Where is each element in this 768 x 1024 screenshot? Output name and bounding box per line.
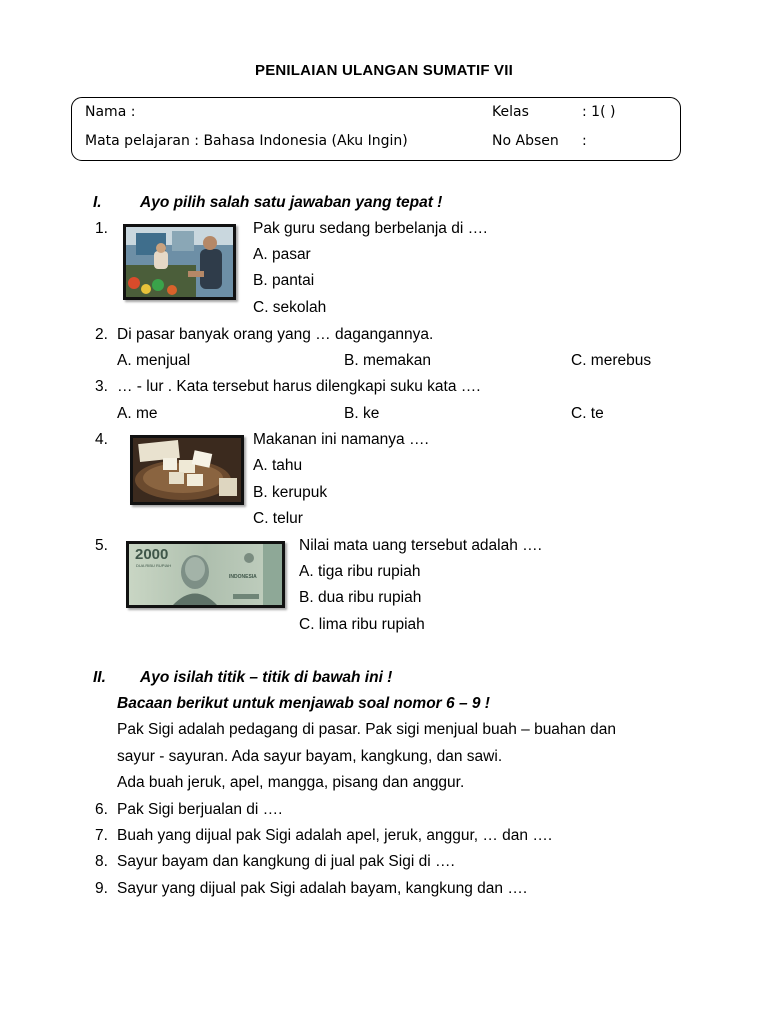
reading-line: Pak Sigi adalah pedagang di pasar. Pak sigi menjual buah – buahan dan: [117, 721, 616, 738]
q5-number: 5.: [95, 537, 108, 554]
q3-option-c: C. te: [571, 405, 604, 422]
q8-text: Sayur bayam dan kangkung di jual pak Sigi di ….: [117, 853, 455, 870]
q4-option-c: C. telur: [253, 510, 303, 527]
kelas-label: Kelas: [492, 104, 529, 120]
market-photo: [123, 224, 236, 300]
q3-option-b: B. ke: [344, 405, 380, 422]
q2-option-c: C. merebus: [571, 352, 652, 369]
nama-label: Nama :: [85, 104, 136, 120]
q5-option-c: C. lima ribu rupiah: [299, 616, 425, 633]
q4-option-a: A. tahu: [253, 457, 303, 474]
q7-text: Buah yang dijual pak Sigi adalah apel, jeruk, anggur, … dan ….: [117, 827, 553, 844]
q9-number: 9.: [95, 880, 108, 897]
absen-value: :: [582, 133, 587, 149]
q1-option-a: A. pasar: [253, 246, 311, 263]
q3-text: … - lur . Kata tersebut harus dilengkapi suku kata ….: [117, 378, 481, 395]
q1-option-b: B. pantai: [253, 272, 315, 289]
q4-option-b: B. kerupuk: [253, 484, 328, 501]
reading-line: Ada buah jeruk, apel, mangga, pisang dan anggur.: [117, 774, 465, 791]
q4-number: 4.: [95, 431, 108, 448]
section1-number: I.: [93, 194, 102, 211]
q1-number: 1.: [95, 220, 108, 237]
q2-option-a: A. menjual: [117, 352, 191, 369]
section2-number: II.: [93, 669, 106, 686]
q2-option-b: B. memakan: [344, 352, 432, 369]
page-title: PENILAIAN ULANGAN SUMATIF VII: [254, 62, 514, 79]
q5-option-b: B. dua ribu rupiah: [299, 589, 422, 606]
q5-text: Nilai mata uang tersebut adalah ….: [299, 537, 542, 554]
q4-text: Makanan ini namanya ….: [253, 431, 429, 448]
q1-text: Pak guru sedang berbelanja di ….: [253, 220, 488, 237]
q6-text: Pak Sigi berjualan di ….: [117, 801, 283, 818]
q7-number: 7.: [95, 827, 108, 844]
banknote-country: INDONESIA: [229, 574, 257, 580]
tofu-photo: [130, 435, 244, 505]
q2-number: 2.: [95, 326, 108, 343]
q1-option-c: C. sekolah: [253, 299, 327, 316]
mapel-label: Mata pelajaran : Bahasa Indonesia (Aku Ingin): [85, 133, 408, 149]
section1-title: Ayo pilih salah satu jawaban yang tepat !: [140, 194, 443, 211]
q3-option-a: A. me: [117, 405, 158, 422]
kelas-value: : 1( ): [582, 104, 616, 120]
absen-label: No Absen: [492, 133, 559, 149]
section2-title: Ayo isilah titik – titik di bawah ini !: [140, 669, 393, 686]
banknote-photo: [126, 541, 285, 608]
q2-text: Di pasar banyak orang yang … dagangannya.: [117, 326, 434, 343]
q5-option-a: A. tiga ribu rupiah: [299, 563, 421, 580]
reading-line: sayur - sayuran. Ada sayur bayam, kangkung, dan sawi.: [117, 748, 503, 765]
q6-number: 6.: [95, 801, 108, 818]
q9-text: Sayur yang dijual pak Sigi adalah bayam, kangkung dan ….: [117, 880, 528, 897]
banknote-value: 2000: [135, 546, 169, 563]
q3-number: 3.: [95, 378, 108, 395]
reading-title: Bacaan berikut untuk menjawab soal nomor 6 – 9 !: [117, 695, 490, 712]
q8-number: 8.: [95, 853, 108, 870]
banknote-small-text: DUA RIBU RUPIAH: [136, 563, 172, 568]
